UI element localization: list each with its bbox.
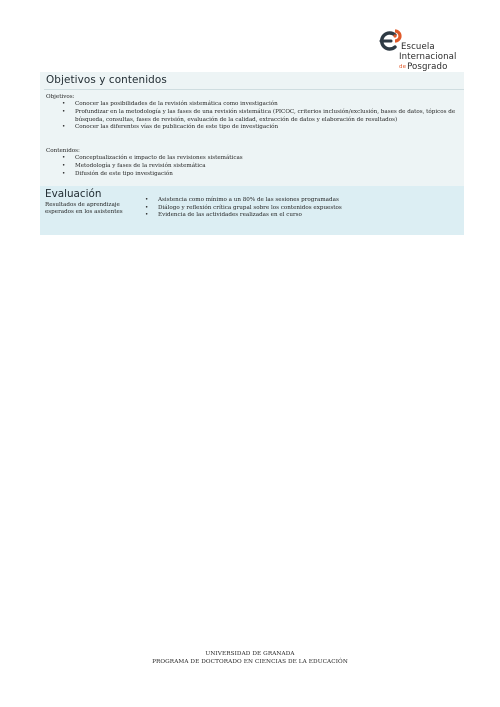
contenidos-label: Contenidos: xyxy=(46,148,80,154)
logo-line-posgrado-word: Posgrado xyxy=(407,62,448,72)
evaluacion-list xyxy=(145,197,342,220)
list-item-text: Metodología y fases de la revisión sistemática xyxy=(75,162,206,169)
list-item-text: Evidencia de las actividades realizadas en el curso xyxy=(158,212,302,219)
list-item xyxy=(40,163,458,171)
list-item xyxy=(145,197,342,205)
list-item xyxy=(40,155,458,163)
bullet-icon: • xyxy=(62,101,66,107)
bullet-icon: • xyxy=(145,197,149,203)
footer-program: PROGRAMA DE DOCTORADO EN CIENCIAS DE LA EDUCACIÓN xyxy=(152,659,348,665)
list-item xyxy=(40,109,458,125)
bullet-icon: • xyxy=(62,162,66,169)
objetivos-label: Objetivos: xyxy=(46,94,75,100)
bullet-icon: • xyxy=(62,170,66,177)
objetivos-title: Objetivos y contenidos xyxy=(46,74,167,86)
bullet-icon: • xyxy=(145,204,149,211)
list-item-text: Profundizar en la metodología y las fases de una revisión sistemática (PICOC, criterios inclusión/exclusión, bases de datos, tópicos de búsqueda, consultas, fases de revisión, evaluación de la calidad, extracción de datos y elaboración de resultados) xyxy=(75,108,456,123)
logo-line-posgrado xyxy=(399,62,457,72)
list-item-text: Conocer las posibilidades de la revisión sistemática como investigación xyxy=(75,101,278,107)
list-item-text: Difusión de este tipo investigación xyxy=(75,170,173,177)
section-divider xyxy=(44,89,464,90)
list-item xyxy=(40,171,458,179)
logo-text xyxy=(399,42,457,72)
logo-line-escuela: Escuela xyxy=(401,42,435,52)
list-item xyxy=(40,124,458,132)
bullet-icon: • xyxy=(62,155,66,161)
evaluacion-section xyxy=(40,186,464,235)
bullet-icon: • xyxy=(145,212,149,219)
list-item xyxy=(145,212,342,220)
list-item-text: Diálogo y reflexión crítica grupal sobre los contenidos expuestos xyxy=(158,204,342,211)
escuela-posgrado-logo xyxy=(378,26,464,72)
list-item-text: Asistencia como mínimo a un 80% de las sesiones programadas xyxy=(158,197,339,203)
objetivos-section xyxy=(40,72,464,186)
contenidos-list xyxy=(40,155,458,178)
objetivos-list xyxy=(40,101,458,132)
evaluacion-title: Evaluación xyxy=(45,188,102,200)
page-footer xyxy=(0,650,500,666)
list-item-text: Conocer las diferentes vías de publicación de este tipo de investigación xyxy=(75,124,279,131)
bullet-icon: • xyxy=(62,108,66,115)
logo-line-de: de xyxy=(399,64,407,70)
footer-university: UNIVERSIDAD DE GRANADA xyxy=(205,651,295,657)
logo-line-internacional: Internacional xyxy=(399,52,457,62)
list-item xyxy=(40,101,458,109)
list-item-text: Conceptualización e impacto de las revisiones sistemáticas xyxy=(75,155,243,161)
evaluacion-subtitle: Resultados de aprendizaje esperados en los asistentes xyxy=(45,202,123,216)
list-item xyxy=(145,205,342,213)
bullet-icon: • xyxy=(62,124,66,131)
